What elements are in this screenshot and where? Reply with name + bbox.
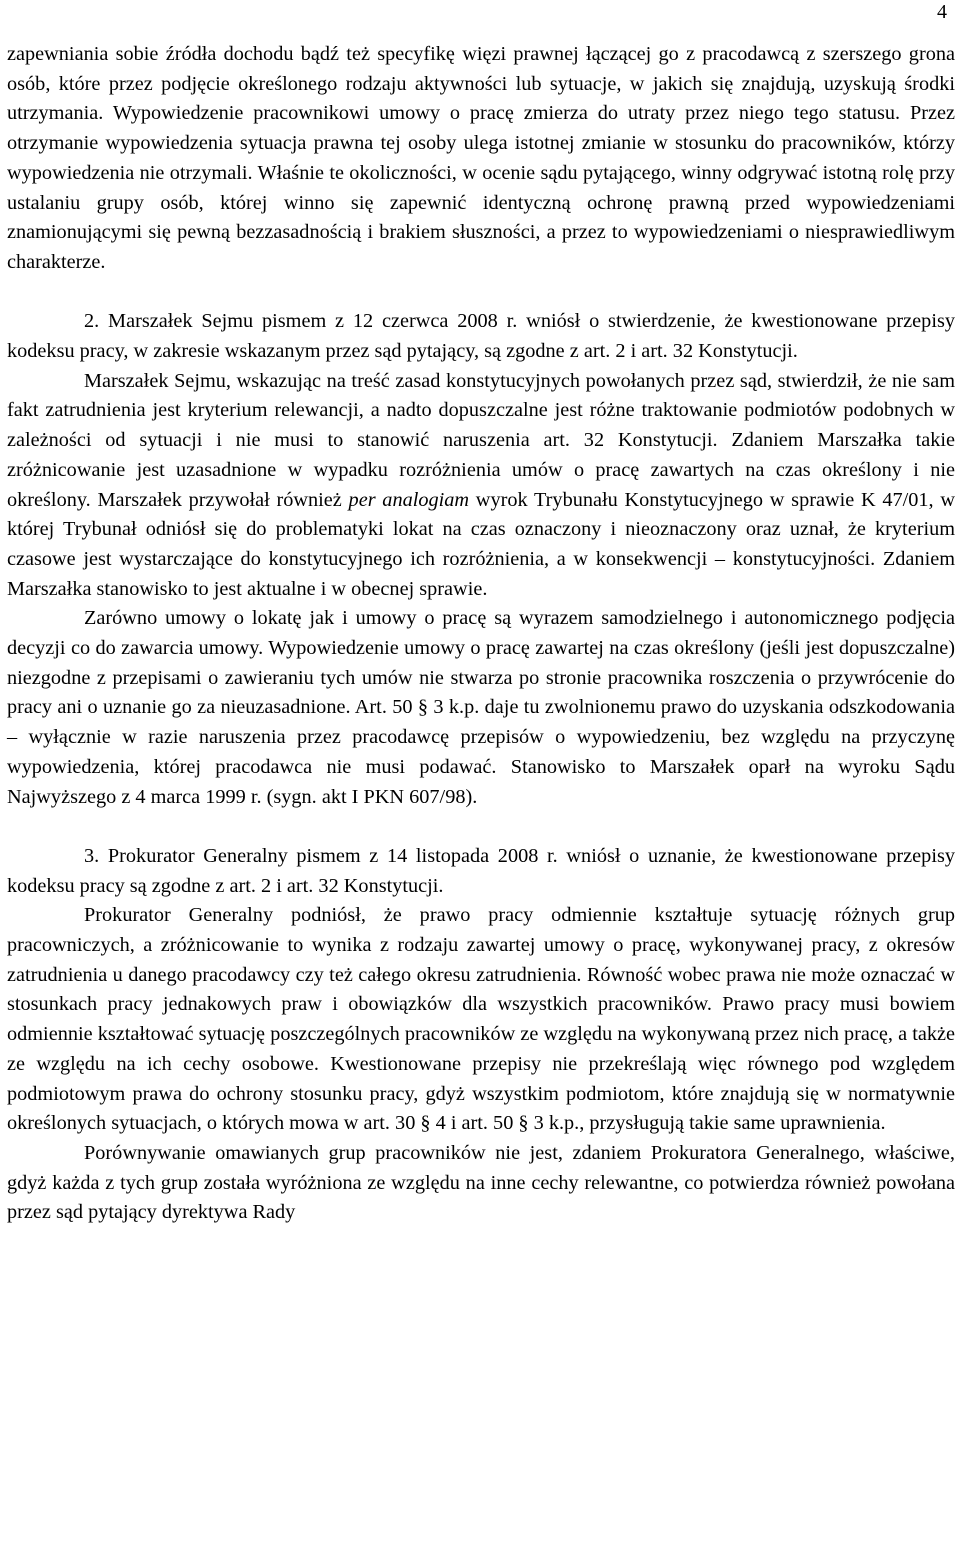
paragraph-text: Zarówno umowy o lokatę jak i umowy o pracę są wyrazem samodzielnego i autonomicznego podjęcia decyzji co do zawarcia umowy. Wypowiedzenie umowy o pracę zawartej na czas określony (jeśli jest dopuszczalne) niezgodne z przepisami o zawieraniu tych umów nie stwarza po stronie pracownika roszczenia o przywrócenie do pracy ani o uznanie go za nieuzasadnione. Art. 50 § 3 k.p. daje tu zwolnionemu prawo do uzyskania odszkodowania – wyłącznie w razie naruszenia przez pracodawcę przepisów o wypowiedzeniu, bez względu na przyczynę wypowiedzenia, której pracodawca nie musi podawać. Stanowisko to Marszałek oparł na wyroku Sądu Najwyższego z 4 marca 1999 r. (sygn. akt I PKN 607/98). — [7, 607, 955, 808]
page-number: 4 — [937, 1, 947, 23]
paragraph-text: Prokurator Generalny podniósł, że prawo pracy odmiennie kształtuje sytuację różnych grup pracowniczych, a zróżnicowanie to wynika z rodzaju zawartej umowy o pracę, wykonywanej pracy, z okresów zatrudnienia u danego pracodawcy czy też całego okresu zatrudnienia. Równość wobec prawa nie może oznaczać w stosunkach pracy jednakowych praw i obowiązków dla wszystkich pracowników. Prawo pracy musi bowiem odmiennie kształtować sytuację poszczególnych pracowników ze względu na wykonywaną przez nich pracę, a także ze względu na ich cechy osobowe. Kwestionowane przepisy nie przekreślają więc równego pod względem podmiotowym prawa do ochrony stosunku pracy, gdyż wszystkim podmiotom, które znajdują się w normatywnie określonych sytuacjach, o których mowa w art. 30 § 4 i art. 50 § 3 k.p., przysługują takie same uprawnienia. — [7, 904, 955, 1135]
paragraph — [7, 1139, 955, 1228]
paragraph-text: 2. Marszałek Sejmu pismem z 12 czerwca 2008 r. wniósł o stwierdzenie, że kwestionowane przepisy kodeksu pracy, w zakresie wskazanym przez sąd pytający, są zgodne z art. 2 i art. 32 Konstytucji. — [7, 310, 955, 363]
paragraph-text: 3. Prokurator Generalny pismem z 14 listopada 2008 r. wniósł o uznanie, że kwestionowane przepisy kodeksu pracy są zgodne z art. 2 i art. 32 Konstytucji. — [7, 844, 955, 897]
paragraph — [7, 604, 955, 812]
italic-text: per analogiam — [348, 488, 470, 511]
paragraph — [7, 367, 955, 605]
paragraph-text: Porównywanie omawianych grup pracowników nie jest, zdaniem Prokuratora Generalnego, właściwe, gdyż każda z tych grup została wyróżniona ze względu na inne cechy relewantne, co potwierdza również powołana przez sąd pytający dyrektywa Rady — [7, 1141, 955, 1224]
paragraph-text: zapewniania sobie źródła dochodu bądź też specyfikę więzi prawnej łączącej go z pracodawcą z szerszego grona osób, które przez podjęcie określonego rodzaju aktywności lub sytuacje, w jakich się znajdują, uzyskują środki utrzymania. Wypowiedzenie pracownikowi umowy o pracę zmierza do utraty przez niego tego statusu. Przez otrzymanie wypowiedzenia sytuacja prawna tej osoby ulega istotnej zmianie w stosunku do pracowników, którzy wypowiedzenia nie otrzymali. Właśnie te okoliczności, w ocenie sądu pytającego, winny odgrywać istotną rolę przy ustalaniu grupy osób, której winno się zapewnić identyczną ochronę prawną przed wypowiedzeniami znamionującymi się pewną bezzasadnością i brakiem słuszności, a przez to wypowiedzeniami o niesprawiedliwym charakterze. — [7, 43, 955, 273]
paragraph — [7, 901, 955, 1139]
document-body — [7, 40, 955, 1228]
paragraph-text: wyrok Trybunału Konstytucyjnego w sprawie K 47/01, w której Trybunał odniósł się do problematyki lokat na czas oznaczony i nieoznaczony oraz uznał, że kryterium czasowe jest wystarczające do konstytucyjnego ich rozróżnienia, a w konsekwencji – konstytucyjności. Zdaniem Marszałka stanowisko to jest aktualne i w obecnej sprawie. — [7, 488, 955, 600]
paragraph — [7, 40, 955, 278]
paragraph-text: Marszałek Sejmu, wskazując na treść zasad konstytucyjnych powołanych przez sąd, stwierdził, że nie sam fakt zatrudnienia jest kryterium relewancji, a nadto dopuszczalne jest różne traktowanie podmiotów podobnych w zależności od sytuacji i nie musi to stanowić naruszenia art. 32 Konstytucji. Zdaniem Marszałka takie zróżnicowanie jest uzasadnione w wypadku rozróżnienia umów o pracę zawartych na czas określony i nie określony. Marszałek przywołał również — [7, 369, 955, 511]
paragraph — [7, 307, 955, 366]
paragraph — [7, 842, 955, 901]
